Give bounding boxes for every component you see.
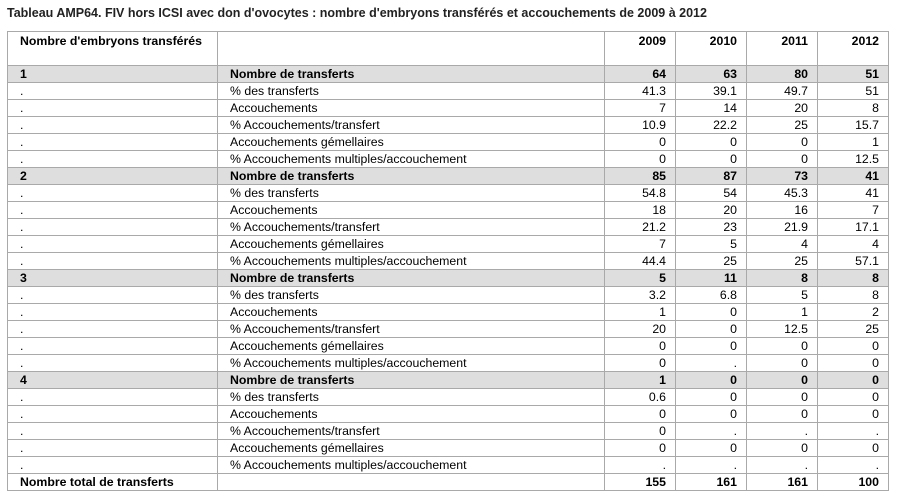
value-cell: 54 xyxy=(676,185,747,202)
header-row xyxy=(8,32,889,66)
value-cell: 0 xyxy=(818,372,889,389)
indicator-cell: Accouchements gémellaires xyxy=(218,236,605,253)
indicator-cell: Accouchements xyxy=(218,202,605,219)
group-row xyxy=(8,168,889,185)
value-cell: 161 xyxy=(676,474,747,491)
embryo-count-cell: . xyxy=(8,423,218,440)
value-cell: 85 xyxy=(605,168,676,185)
embryo-count-cell: . xyxy=(8,117,218,134)
embryo-count-cell: 4 xyxy=(8,372,218,389)
embryo-count-cell: . xyxy=(8,406,218,423)
embryo-count-cell: . xyxy=(8,151,218,168)
value-cell: 0 xyxy=(605,355,676,372)
value-cell: 17.1 xyxy=(818,219,889,236)
value-cell: 0 xyxy=(676,134,747,151)
value-cell: 0 xyxy=(747,389,818,406)
indicator-cell: Nombre de transferts xyxy=(218,372,605,389)
embryo-count-cell: . xyxy=(8,287,218,304)
table-row xyxy=(8,202,889,219)
table-row xyxy=(8,304,889,321)
embryo-count-cell: . xyxy=(8,202,218,219)
value-cell: 49.7 xyxy=(747,83,818,100)
indicator-cell: % des transferts xyxy=(218,185,605,202)
table-row xyxy=(8,185,889,202)
embryo-count-cell: 1 xyxy=(8,66,218,83)
value-cell: 0 xyxy=(676,372,747,389)
value-cell: 0 xyxy=(747,406,818,423)
embryo-count-cell: 2 xyxy=(8,168,218,185)
header-embryos: Nombre d'embryons transférés xyxy=(8,32,218,66)
value-cell: . xyxy=(818,457,889,474)
value-cell: 0 xyxy=(747,151,818,168)
group-row xyxy=(8,270,889,287)
value-cell: 64 xyxy=(605,66,676,83)
value-cell: 57.1 xyxy=(818,253,889,270)
value-cell: 10.9 xyxy=(605,117,676,134)
value-cell: 20 xyxy=(747,100,818,117)
value-cell: 0 xyxy=(676,321,747,338)
value-cell: 5 xyxy=(747,287,818,304)
value-cell: 12.5 xyxy=(818,151,889,168)
value-cell: 18 xyxy=(605,202,676,219)
indicator-cell: % des transferts xyxy=(218,287,605,304)
value-cell: 51 xyxy=(818,66,889,83)
value-cell: 0 xyxy=(676,406,747,423)
embryo-count-cell: . xyxy=(8,338,218,355)
table-row xyxy=(8,219,889,236)
value-cell: 8 xyxy=(747,270,818,287)
value-cell: 51 xyxy=(818,83,889,100)
value-cell: 1 xyxy=(605,304,676,321)
value-cell: 12.5 xyxy=(747,321,818,338)
embryo-count-cell: 3 xyxy=(8,270,218,287)
value-cell: 20 xyxy=(676,202,747,219)
indicator-cell: % des transferts xyxy=(218,389,605,406)
value-cell: 25 xyxy=(747,253,818,270)
embryo-count-cell: . xyxy=(8,134,218,151)
value-cell: 8 xyxy=(818,100,889,117)
value-cell: 20 xyxy=(605,321,676,338)
header-year: 2010 xyxy=(676,32,747,66)
group-row xyxy=(8,66,889,83)
embryo-count-cell: . xyxy=(8,83,218,100)
table-row xyxy=(8,287,889,304)
value-cell: 0 xyxy=(605,151,676,168)
indicator-cell: Accouchements xyxy=(218,100,605,117)
table-row xyxy=(8,389,889,406)
embryo-count-cell: Nombre total de transferts xyxy=(8,474,218,491)
value-cell: 0 xyxy=(747,440,818,457)
table-row xyxy=(8,355,889,372)
embryo-count-cell: . xyxy=(8,236,218,253)
value-cell: 21.9 xyxy=(747,219,818,236)
value-cell: 15.7 xyxy=(818,117,889,134)
value-cell: 63 xyxy=(676,66,747,83)
table-row xyxy=(8,406,889,423)
value-cell: 21.2 xyxy=(605,219,676,236)
value-cell: 0.6 xyxy=(605,389,676,406)
indicator-cell: Accouchements gémellaires xyxy=(218,134,605,151)
value-cell: 0 xyxy=(747,338,818,355)
value-cell: . xyxy=(676,423,747,440)
indicator-cell: % Accouchements multiples/accouchement xyxy=(218,253,605,270)
embryo-count-cell: . xyxy=(8,389,218,406)
table-body xyxy=(8,66,889,491)
table-row xyxy=(8,253,889,270)
value-cell: 14 xyxy=(676,100,747,117)
indicator-cell: Accouchements xyxy=(218,304,605,321)
value-cell: 0 xyxy=(676,440,747,457)
embryo-count-cell: . xyxy=(8,355,218,372)
value-cell: 5 xyxy=(676,236,747,253)
value-cell: 0 xyxy=(605,423,676,440)
value-cell: 0 xyxy=(747,372,818,389)
value-cell: 7 xyxy=(605,236,676,253)
value-cell: 7 xyxy=(818,202,889,219)
value-cell: 155 xyxy=(605,474,676,491)
value-cell: 23 xyxy=(676,219,747,236)
value-cell: 1 xyxy=(747,304,818,321)
value-cell: 3.2 xyxy=(605,287,676,304)
embryo-count-cell: . xyxy=(8,100,218,117)
table-row xyxy=(8,100,889,117)
value-cell: 44.4 xyxy=(605,253,676,270)
value-cell: 8 xyxy=(818,270,889,287)
value-cell: . xyxy=(747,423,818,440)
value-cell: 0 xyxy=(605,406,676,423)
value-cell: 0 xyxy=(605,440,676,457)
table-row xyxy=(8,83,889,100)
value-cell: 41 xyxy=(818,185,889,202)
value-cell: 80 xyxy=(747,66,818,83)
embryo-count-cell: . xyxy=(8,321,218,338)
indicator-cell: % Accouchements/transfert xyxy=(218,423,605,440)
table-row xyxy=(8,151,889,168)
data-table xyxy=(7,31,889,491)
value-cell: 0 xyxy=(676,304,747,321)
value-cell: 100 xyxy=(818,474,889,491)
value-cell: 8 xyxy=(818,287,889,304)
value-cell: 4 xyxy=(818,236,889,253)
table-caption: Tableau AMP64. FIV hors ICSI avec don d'ovocytes : nombre d'embryons transférés et accouchements de 2009 à 2012 xyxy=(7,6,707,20)
table-row xyxy=(8,236,889,253)
embryo-count-cell: . xyxy=(8,253,218,270)
header-year: 2009 xyxy=(605,32,676,66)
embryo-count-cell: . xyxy=(8,185,218,202)
indicator-cell: % Accouchements/transfert xyxy=(218,321,605,338)
indicator-cell: % Accouchements/transfert xyxy=(218,219,605,236)
header-indicator xyxy=(218,32,605,66)
value-cell: 0 xyxy=(818,355,889,372)
indicator-cell: Accouchements xyxy=(218,406,605,423)
embryo-count-cell: . xyxy=(8,304,218,321)
value-cell: 39.1 xyxy=(676,83,747,100)
indicator-cell: % Accouchements multiples/accouchement xyxy=(218,151,605,168)
value-cell: 87 xyxy=(676,168,747,185)
indicator-cell: Nombre de transferts xyxy=(218,66,605,83)
value-cell: 16 xyxy=(747,202,818,219)
embryo-count-cell: . xyxy=(8,219,218,236)
value-cell: 7 xyxy=(605,100,676,117)
value-cell: 45.3 xyxy=(747,185,818,202)
value-cell: 1 xyxy=(605,372,676,389)
embryo-count-cell: . xyxy=(8,457,218,474)
value-cell: . xyxy=(818,423,889,440)
value-cell: 11 xyxy=(676,270,747,287)
value-cell: 0 xyxy=(605,134,676,151)
header-year: 2012 xyxy=(818,32,889,66)
value-cell: 25 xyxy=(818,321,889,338)
table-row xyxy=(8,440,889,457)
value-cell: . xyxy=(605,457,676,474)
value-cell: 0 xyxy=(676,338,747,355)
table-row xyxy=(8,134,889,151)
value-cell: 22.2 xyxy=(676,117,747,134)
table-row xyxy=(8,338,889,355)
value-cell: 0 xyxy=(747,355,818,372)
total-row xyxy=(8,474,889,491)
value-cell: 0 xyxy=(747,134,818,151)
value-cell: 1 xyxy=(818,134,889,151)
value-cell: 2 xyxy=(818,304,889,321)
value-cell: 0 xyxy=(818,389,889,406)
table-row xyxy=(8,457,889,474)
value-cell: 5 xyxy=(605,270,676,287)
indicator-cell: % des transferts xyxy=(218,83,605,100)
indicator-cell: % Accouchements multiples/accouchement xyxy=(218,355,605,372)
table-row xyxy=(8,423,889,440)
value-cell: 25 xyxy=(676,253,747,270)
value-cell: 4 xyxy=(747,236,818,253)
value-cell: 6.8 xyxy=(676,287,747,304)
value-cell: . xyxy=(747,457,818,474)
indicator-cell: Nombre de transferts xyxy=(218,168,605,185)
value-cell: . xyxy=(676,355,747,372)
indicator-cell: % Accouchements multiples/accouchement xyxy=(218,457,605,474)
value-cell: 0 xyxy=(818,338,889,355)
indicator-cell: Nombre de transferts xyxy=(218,270,605,287)
group-row xyxy=(8,372,889,389)
value-cell: 41 xyxy=(818,168,889,185)
value-cell: 0 xyxy=(818,440,889,457)
value-cell: 161 xyxy=(747,474,818,491)
value-cell: 0 xyxy=(676,389,747,406)
value-cell: 0 xyxy=(818,406,889,423)
indicator-cell: % Accouchements/transfert xyxy=(218,117,605,134)
indicator-cell: Accouchements gémellaires xyxy=(218,440,605,457)
value-cell: 41.3 xyxy=(605,83,676,100)
value-cell: 54.8 xyxy=(605,185,676,202)
embryo-count-cell: . xyxy=(8,440,218,457)
table-row xyxy=(8,117,889,134)
value-cell: 25 xyxy=(747,117,818,134)
indicator-cell: Accouchements gémellaires xyxy=(218,338,605,355)
value-cell: 0 xyxy=(676,151,747,168)
value-cell: 0 xyxy=(605,338,676,355)
value-cell: . xyxy=(676,457,747,474)
header-year: 2011 xyxy=(747,32,818,66)
indicator-cell xyxy=(218,474,605,491)
table-row xyxy=(8,321,889,338)
value-cell: 73 xyxy=(747,168,818,185)
